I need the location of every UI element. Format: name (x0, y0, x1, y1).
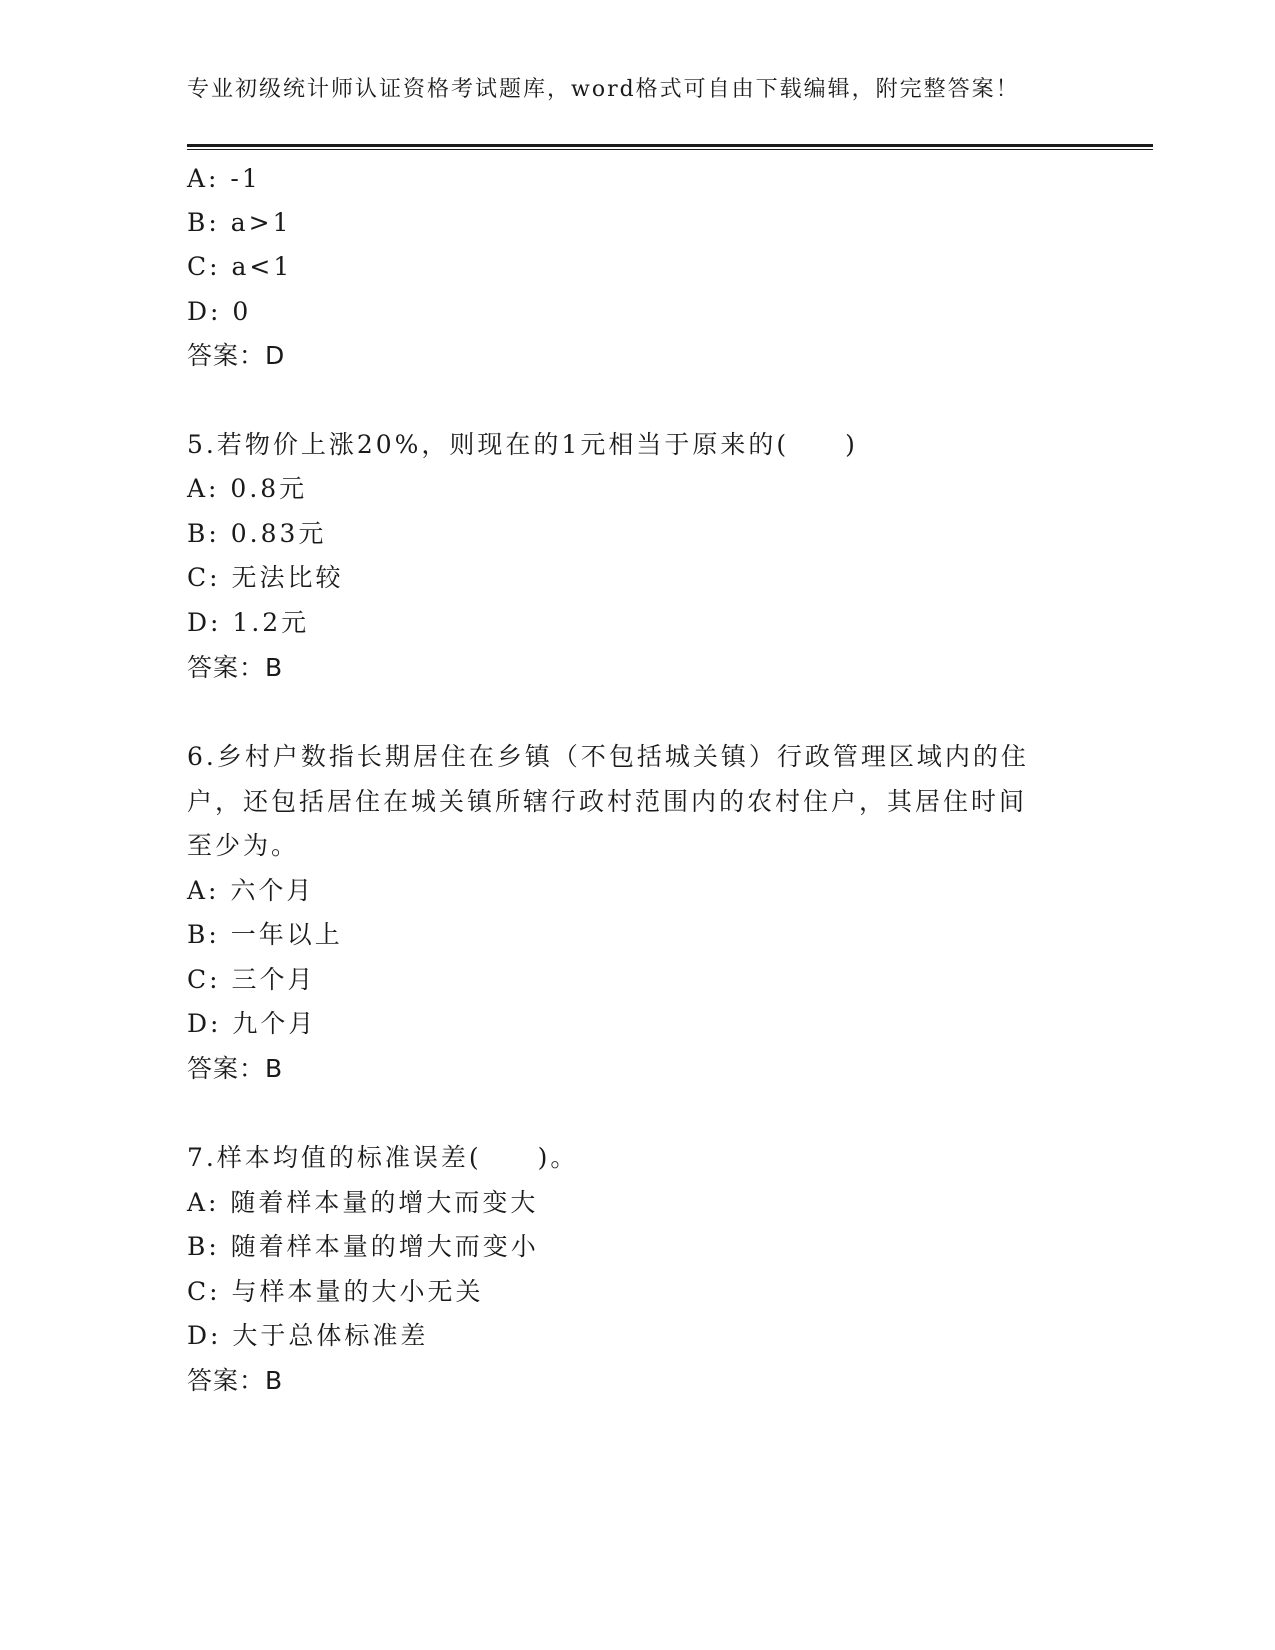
option-b: B: a>1 (187, 208, 292, 237)
answer: 答案：B (187, 1054, 284, 1083)
header-divider-thin (187, 149, 1153, 150)
option-d: D: 九个月 (187, 1009, 317, 1038)
option-b: B: 一年以上 (187, 920, 343, 949)
option-c: C: a<1 (187, 252, 293, 281)
option-a: A: 六个月 (187, 876, 315, 905)
option-a: A: 0.8元 (187, 474, 308, 503)
header-divider-thick (187, 144, 1153, 147)
document-header: 专业初级统计师认证资格考试题库，word格式可自由下载编辑，附完整答案！ (187, 77, 1020, 102)
answer: 答案：B (187, 1366, 284, 1395)
option-d: D: 0 (187, 297, 252, 326)
answer: 答案：D (187, 341, 286, 370)
option-a: A: -1 (187, 164, 261, 193)
option-b: B: 随着样本量的增大而变小 (187, 1232, 539, 1261)
question-stem: 至少为。 (187, 831, 300, 860)
option-c: C: 与样本量的大小无关 (187, 1277, 484, 1306)
question-stem: 5.若物价上涨20%，则现在的1元相当于原来的( ) (187, 430, 858, 459)
option-d: D: 1.2元 (187, 608, 310, 637)
option-a: A: 随着样本量的增大而变大 (187, 1188, 539, 1217)
question-stem: 7.样本均值的标准误差( )。 (187, 1143, 579, 1172)
answer: 答案：B (187, 653, 284, 682)
option-c: C: 三个月 (187, 965, 316, 994)
question-stem: 户，还包括居住在城关镇所辖行政村范围内的农村住户，其居住时间 (187, 787, 1028, 816)
option-d: D: 大于总体标准差 (187, 1321, 429, 1350)
question-stem: 6.乡村户数指长期居住在乡镇（不包括城关镇）行政管理区域内的住 (187, 742, 1029, 771)
option-c: C: 无法比较 (187, 563, 344, 592)
option-b: B: 0.83元 (187, 519, 327, 548)
